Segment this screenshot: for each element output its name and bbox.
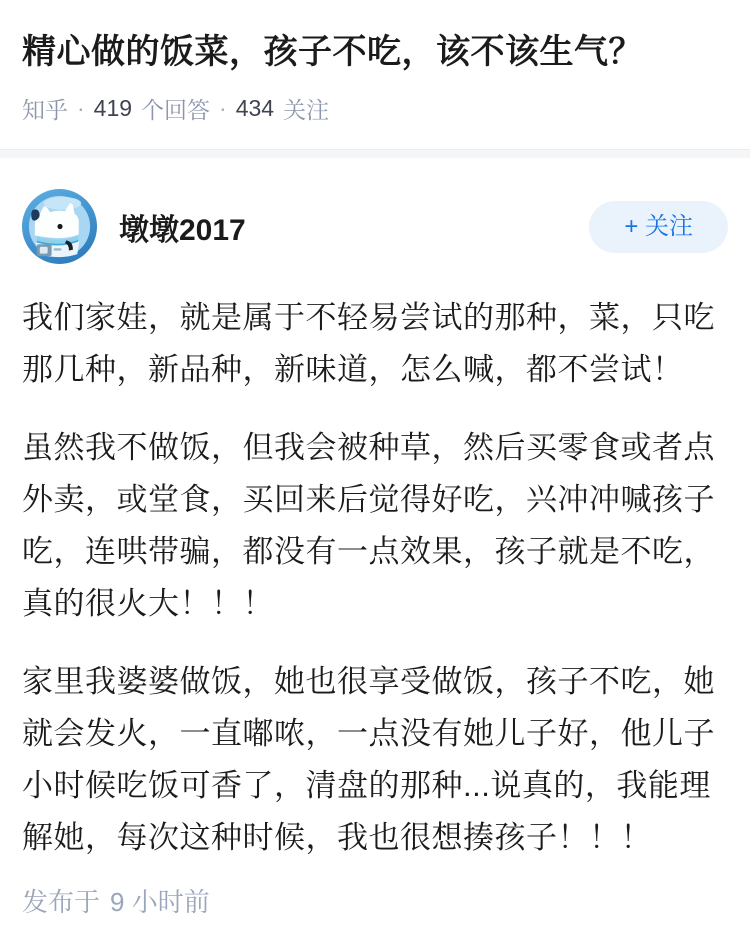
question-meta [22,92,728,125]
author-row [22,189,728,264]
question-header [0,0,750,125]
site-name: 知乎 [22,97,68,124]
answer-footer [22,882,728,919]
meta-separator: · [219,95,227,122]
meta-separator: · [77,95,85,122]
answers-count: 419 [93,95,133,122]
followers-label: 关注 [283,97,330,124]
answer-paragraph: 虽然我不做饭，但我会被种草，然后买零食或者点外卖，或堂食，买回来后觉得好吃，兴冲冲喊孩子吃，连哄带骗，都没有一点效果，孩子就是不吃，真的很火大！！！ [22,430,715,622]
zhihu-mascot-avatar-icon [22,251,97,268]
answer-paragraph: 我们家娃，就是属于不轻易尝试的那种，菜，只吃那几种，新品种，新味道，怎么喊，都不尝试！ [22,300,715,388]
answers-label: 个回答 [141,97,211,124]
author-name[interactable]: 墩墩2017 [119,213,246,247]
section-divider [0,149,750,158]
follow-button[interactable]: + 关注 [589,201,728,253]
answer-card [0,158,750,938]
author-avatar[interactable] [22,189,97,264]
question-title: 精心做的饭菜，孩子不吃，该不该生气？ [22,33,643,71]
followers-count: 434 [235,95,275,122]
answer-body [22,292,728,864]
answer-paragraph: 家里我婆婆做饭，她也很享受做饭，孩子不吃，她就会发火，一直嘟哝，一点没有她儿子好，他儿子小时候吃饭可香了，清盘的那种...说真的，我能理解她，每次这种时候，我也很想揍孩子！！！ [22,664,715,856]
published-label: 发布于 [22,887,101,918]
published-time: 9 小时前 [110,887,210,918]
